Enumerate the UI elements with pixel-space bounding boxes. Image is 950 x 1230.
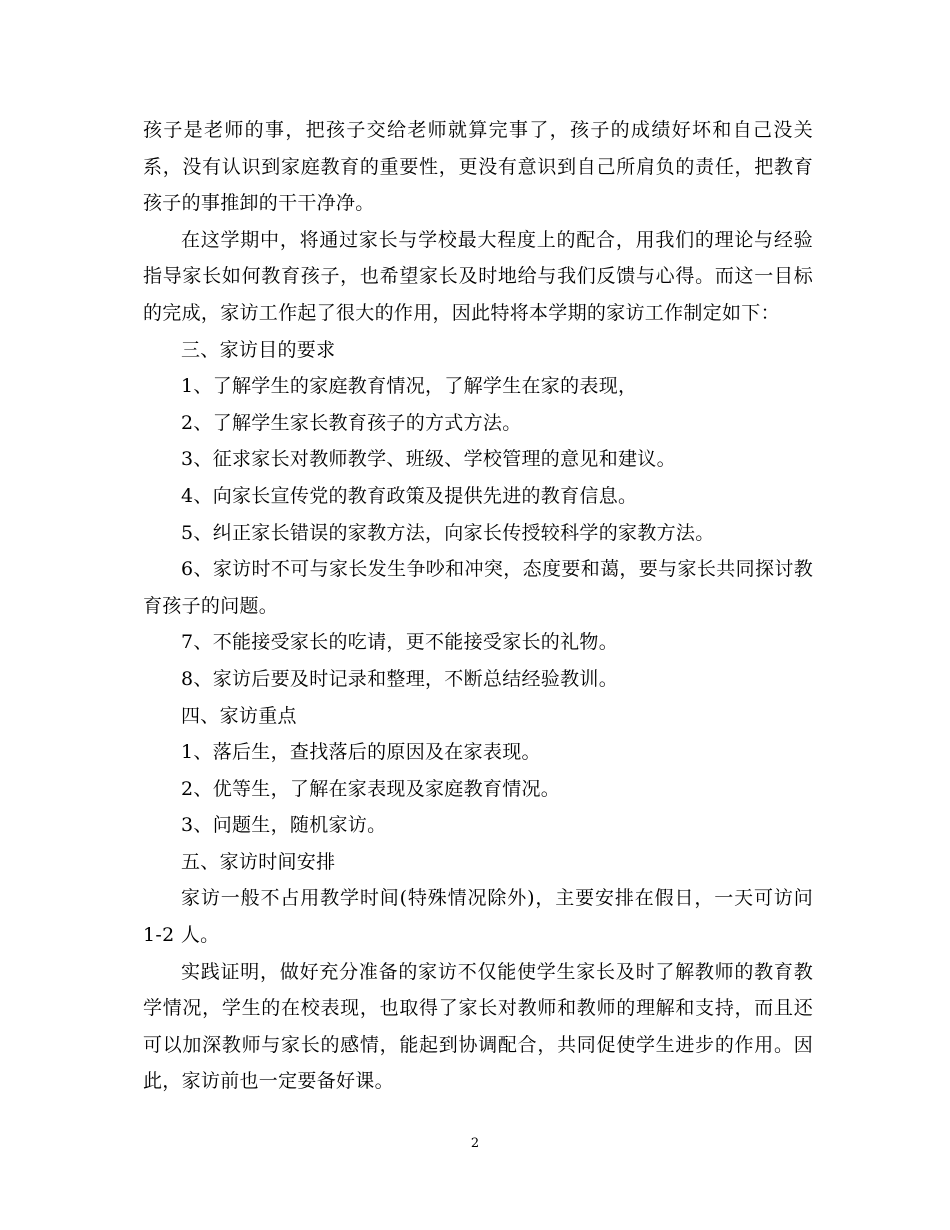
list-item: 3、问题生，随机家访。 xyxy=(181,814,387,837)
list-item: 3、征求家长对教师教学、班级、学校管理的意见和建议。 xyxy=(181,448,676,471)
list-item: 8、家访后要及时记录和整理，不断总结经验教训。 xyxy=(181,667,618,690)
list-item: 1、落后生，查找落后的原因及在家表现。 xyxy=(181,741,541,764)
list-item: 2、了解学生家长教育孩子的方式方法。 xyxy=(181,411,522,434)
list-item: 7、不能接受家长的吃请，更不能接受家长的礼物。 xyxy=(181,631,618,654)
document-body xyxy=(143,112,813,1100)
section-heading-schedule: 五、家访时间安排 xyxy=(181,850,336,873)
paragraph-intro: 在这学期中，将通过家长与学校最大程度上的配合，用我们的理论与经验指导家长如何教育孩子，也希望家长及时地给与我们反馈与心得。而这一目标的完成，家访工作起了很大的作用，因此特将本学期的家访工作制定如下： xyxy=(143,228,813,324)
list-item: 4、向家长宣传党的教育政策及提供先进的教育信息。 xyxy=(181,484,638,507)
list-item: 5、纠正家长错误的家教方法，向家长传授较科学的家教方法。 xyxy=(181,521,715,544)
page-number: 2 xyxy=(470,1136,480,1151)
paragraph-continuation: 孩子是老师的事，把孩子交给老师就算完事了，孩子的成绩好坏和自己没关系，没有认识到家庭教育的重要性，更没有意识到自己所肩负的责任，把教育孩子的事推卸的干干净净。 xyxy=(143,119,813,215)
list-item: 1、了解学生的家庭教育情况，了解学生在家的表现， xyxy=(181,375,638,398)
list-item: 6、家访时不可与家长发生争吵和冲突，态度要和蔼，要与家长共同探讨教育孩子的问题。 xyxy=(143,558,813,617)
list-item: 2、优等生，了解在家表现及家庭教育情况。 xyxy=(181,777,561,800)
section-heading-requirements: 三、家访目的要求 xyxy=(181,338,336,361)
section-heading-focus: 四、家访重点 xyxy=(181,704,297,727)
paragraph-conclusion: 实践证明，做好充分准备的家访不仅能使学生家长及时了解教师的教育教学情况，学生的在校表现，也取得了家长对教师和教师的理解和支持，而且还可以加深教师与家长的感情，能起到协调配合，共同促使学生进步的作用。因此，家访前也一定要备好课。 xyxy=(143,960,813,1093)
paragraph-schedule: 家访一般不占用教学时间(特殊情况除外)，主要安排在假日，一天可访问 1-2 人。 xyxy=(143,887,813,947)
